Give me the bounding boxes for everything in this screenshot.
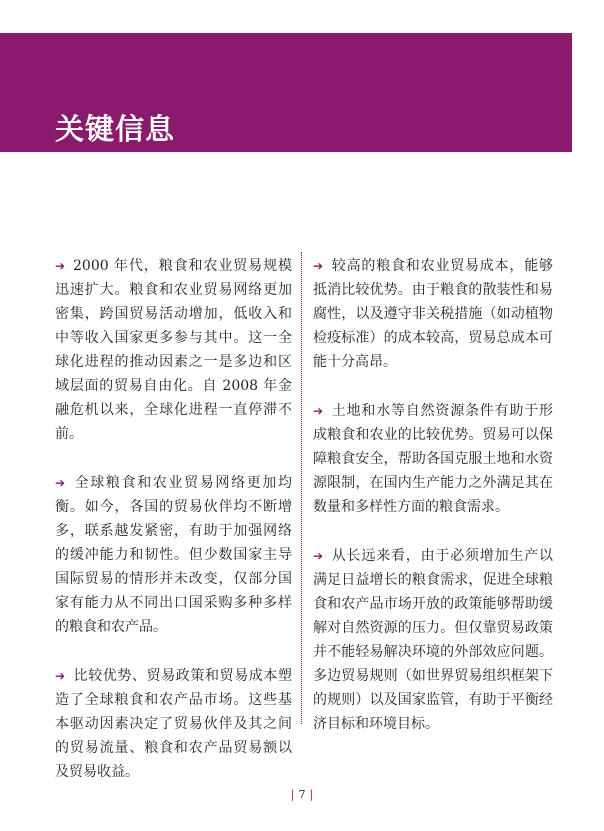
key-message-item	[55, 471, 292, 639]
key-message-text: 从长远来看，由于必须增加生产以满足日益增长的粮食需求，促进全球粮食和农产品市场开放的政策能够帮助缓解对自然资源的压力。但仅靠贸易政策并不能轻易解决环境的外部效应问题。多边贸易规则（如世界贸易组织框架下的规则）以及国家监管，有助于平衡经济目标和环境目标。	[313, 548, 553, 732]
arrow-right-icon: ➔	[55, 259, 66, 273]
page-title: 关键信息	[55, 112, 176, 146]
key-message-text: 较高的粮食和农业贸易成本，能够抵消比较优势。由于粮食的散装性和易腐性，以及遵守非关税措施（如动植物检疫标准）的成本较高，贸易总成本可能十分高昂。	[313, 258, 553, 370]
key-message-text: 土地和水等自然资源条件有助于形成粮食和农业的比较优势。贸易可以保障粮食安全，帮助各国克服土地和水资源限制，在国内生产能力之外满足其在数量和多样性方面的粮食需求。	[313, 403, 553, 515]
right-column	[313, 254, 553, 761]
page-number: | 7 |	[290, 788, 314, 801]
left-column	[55, 254, 292, 809]
key-message-text: 全球粮食和农业贸易网络更加均衡。如今，各国的贸易伙伴均不断增多，联系越发紧密，有助于加强网络的缓冲能力和韧性。但少数国家主导国际贸易的情形并未改变，仅部分国家有能力从不同出口国采购多种多样的粮食和农产品。	[55, 475, 292, 635]
key-message-item	[313, 544, 553, 736]
key-message-text: 2000 年代，粮食和农业贸易规模迅速扩大。粮食和农业贸易网络更加密集，跨国贸易活动增加，低收入和中等收入国家更多参与其中。这一全球化进程的推动因素之一是多边和区域层面的贸易自由化。自 2008 年金融危机以来，全球化进程一直停滞不前。	[55, 258, 292, 442]
key-message-text: 比较优势、贸易政策和贸易成本塑造了全球粮食和农产品市场。这些基本驱动因素决定了贸易伙伴及其之间的贸易流量、粮食和农产品贸易额以及贸易收益。	[55, 668, 292, 780]
key-message-item	[55, 664, 292, 784]
arrow-right-icon: ➔	[313, 549, 324, 563]
key-message-item	[55, 254, 292, 446]
key-message-item	[313, 254, 553, 374]
key-message-item	[313, 399, 553, 519]
page-number-value: 7	[298, 788, 306, 801]
arrow-right-icon: ➔	[313, 404, 324, 418]
arrow-right-icon: ➔	[55, 476, 66, 490]
arrow-right-icon: ➔	[313, 259, 324, 273]
column-divider	[301, 252, 302, 724]
arrow-right-icon: ➔	[55, 669, 66, 683]
